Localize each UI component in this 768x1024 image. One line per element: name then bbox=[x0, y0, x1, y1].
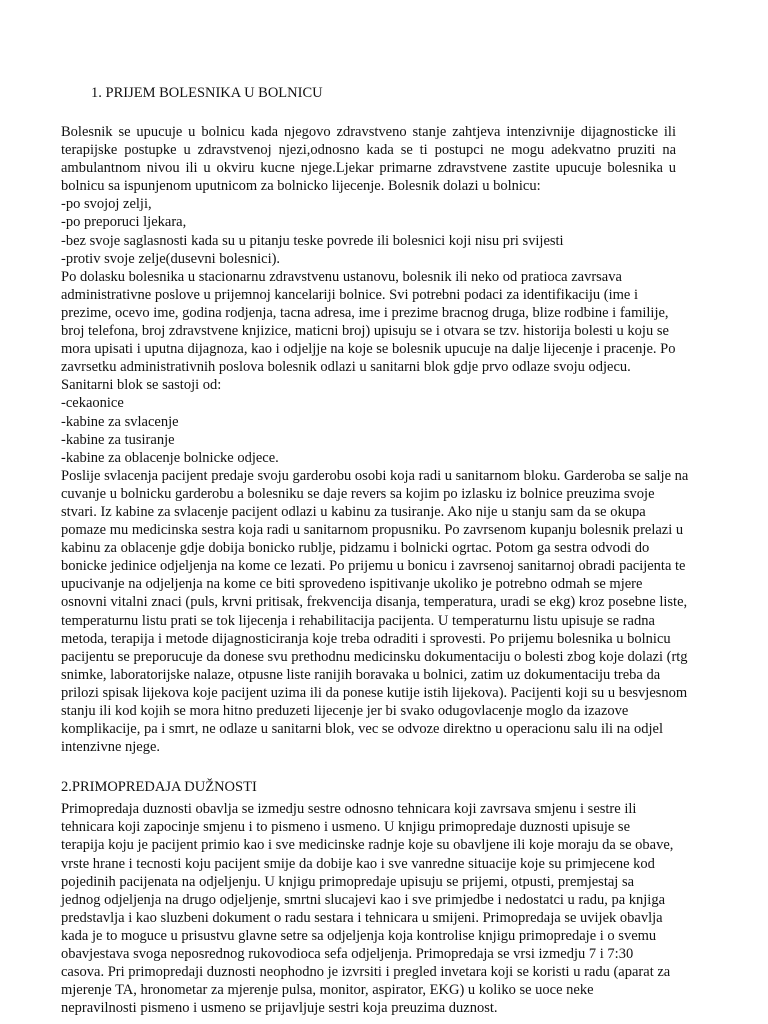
text-line: Po dolasku bolesnika u stacionarnu zdravstvenu ustanovu, bolesnik ili neko od pratioca zavrsava bbox=[61, 268, 622, 285]
list-item: -po svojoj zelji, bbox=[61, 196, 152, 213]
text-line: stanju ili kod kojih se mora hitno preduzeti lijecenje jer bi svako odugovlacenje moglo da izazove bbox=[61, 703, 629, 719]
text-line: predstavlja i kao sluzbeni dokument o radu sestara i tehnicara u smijeni. Primopredaja se uvijek obavlja bbox=[61, 909, 663, 926]
text-line: upucivanje na odjeljenja na kome ce biti sprovedeno ispitivanje ukoliko je potrebno odmah se mjere bbox=[61, 576, 643, 593]
text-line: obavjestava svoga neposrednog rukovodioca sefa odjeljenja. Primopredaja se vrsi izmedju 7 i 7:30 bbox=[61, 946, 634, 963]
sanitary-procedure-paragraph bbox=[61, 467, 689, 757]
section-1-heading: 1. PRIJEM BOLESNIKA U BOLNICU bbox=[91, 85, 323, 101]
admission-procedure-paragraph bbox=[61, 268, 676, 395]
list-item: -protiv svoje zelje(dusevni bolesnici). bbox=[61, 250, 281, 267]
text-line: Poslije svlacenja pacijent predaje svoju garderobu osobi koja radi u sanitarnom bloku. Garderoba se salje na bbox=[61, 467, 689, 484]
text-line: intenzivne njege. bbox=[61, 739, 161, 756]
text-line: kada je to moguce u prisustvu glavne setre sa odjeljenja koja kontrolise knjigu primopredaje i o svemu bbox=[61, 927, 657, 944]
text-line: cuvanje u bolnicku garderobu a bolesniku se daje revers sa kojim po izlasku iz bolnice preuzima svoje bbox=[61, 485, 655, 502]
text-line: pomaze mu medicinska sestra koja radi u sanitarnom propusniku. Po zavrsenom kupanju bolesnik prelazi u bbox=[61, 522, 684, 539]
text-line: administrativne poslove u prijemnoj kancelariji bolnice. Svi potrebni podaci za identifikaciju (ime i bbox=[61, 286, 639, 303]
list-item: -kabine za svlacenje bbox=[61, 413, 179, 430]
list-item: -po preporuci ljekara, bbox=[61, 214, 187, 231]
text-line: zavrsetku administrativnih poslova bolesnik odlazi u sanitarni blok gdje prvo odlaze svoju odjecu. bbox=[61, 359, 631, 376]
text-line: tehnicara koji zapocinje smjenu i to pismeno i usmeno. U knjigu primopredaje duznosti upisuje se bbox=[61, 819, 631, 836]
text-line: bonicke jedinice odjeljenja na kome ce lezati. Po prijemu u bonicu i zavrsenoj sanitarnoj obradi pacijenta te bbox=[61, 558, 686, 575]
text-line: Sanitarni blok se sastoji od: bbox=[61, 377, 222, 394]
text-line: terapija koju je pacijent primio kao i sve medicinske radnje koje su obavljene ili koje moraju da se obave, bbox=[61, 837, 674, 854]
text-line: casova. Pri primopredaji duznosti neophodno je izvrsiti i pregled invetara koji se koristi u radu (aparat za bbox=[61, 964, 671, 981]
text-line: nepravilnosti pismeno i usmeno se prijavljuje sestri koja preuzima duznost. bbox=[61, 1000, 498, 1017]
text-line: kabinu za oblacenje gdje dobija bonicko rublje, pidzamu i bolnicki ogrtac. Potom ga sestra odvodi do bbox=[61, 540, 650, 557]
text-line: mjerenje TA, hronometar za mjerenje pulsa, monitor, aspirator, EKG) u koliko se uoce neke bbox=[61, 982, 594, 999]
list-item: -bez svoje saglasnosti kada su u pitanju teske povrede ili bolesnici koji nisu pri svijesti bbox=[61, 232, 564, 249]
text-line: komplikacije, pa i smrt, ne odlaze u sanitarni blok, vec se odvoze direktno u operacionu salu ili na odjel bbox=[61, 721, 663, 738]
text-line: metoda, terapija i metode dijagnosticiranja koje treba odraditi i sprovesti. Po prijemu bolesnika u bolnicu bbox=[61, 630, 671, 647]
list-item: -kabine za oblacenje bolnicke odjece. bbox=[61, 449, 279, 466]
list-item: -kabine za tusiranje bbox=[61, 431, 175, 448]
section-2-heading: 2.PRIMOPREDAJA DUŽNOSTI bbox=[61, 779, 257, 796]
text-line: prilozi spisak lijekova koje pacijent uzima ili da ponese kutije istih lijekova). Pacijenti koji su u besvjesnom bbox=[61, 684, 688, 701]
text-line: jednog odjeljenja na drugo odjeljenje, smrtni slucajevi kao i sve primjedbe i nedostatci u radu, pa knjiga bbox=[61, 891, 666, 908]
text-line: prezime, ocevo ime, godina rodjenja, tacna adresa, ime i prezime bracnog druga, blize rodbine i familije, bbox=[61, 304, 669, 321]
sanitary-block-list bbox=[61, 394, 676, 466]
list-item: -cekaonice bbox=[61, 395, 124, 412]
text-line: osnovni vitalni znaci (puls, krvni pritisak, frekvencija disanja, temperatura, uradi se ekg) kroz posebne liste, bbox=[61, 594, 688, 611]
text-line: vrste hrane i tecnosti koju pacijent smije da dobije kao i sve vanredne situacije koje su primjecene kod bbox=[61, 855, 655, 872]
handover-paragraph bbox=[61, 800, 676, 1017]
text-line: stvari. Iz kabine za svlacenje pacijent odlazi u kabinu za tusiranje. Ako nije u stanju sam da se okupa bbox=[61, 503, 646, 520]
admission-reasons-list bbox=[61, 195, 676, 267]
text-line: pacijentu se preporucuje da donese svu prethodnu medicinsku dokumentaciju o bolesti zbog koje dolazi (rtg bbox=[61, 648, 688, 665]
text-line: mora upisati i uputna dijagnoza, kao i odjeljje na koje se bolesnik upucuje na dalje lijecenje i pracenje. Po bbox=[61, 341, 676, 358]
text-line: temperaturnu listu prati se tok lijecenja i rehabilitacija pacijenta. U temperaturnu listu upisuje se radna bbox=[61, 612, 655, 629]
section-1-intro-paragraph: Bolesnik se upucuje u bolnicu kada njegovo zdravstveno stanje zahtjeva intenzivnije dijagnosticke ili terapijske postupke u zdravstvenoj njezi,odnosno kada se ti postupci ne mogu adekvatno pruziti na ambulantnom nivou ili u okviru kucne njege.Ljekar primarne zdravstvene zastite upucuje bolesnika u bolnicu sa ispunjenom uputnicom za bolnicko lijecenje. Bolesnik dolazi u bolnicu: bbox=[61, 124, 676, 195]
text-line: Primopredaja duznosti obavlja se izmedju sestre odnosno tehnicara koji zavrsava smjenu i sestre ili bbox=[61, 801, 637, 818]
text-line: broj telefona, broj zdravstvene knjizice, maticni broj) upisuju se i otvara se tzv. historija bolesti u koju se bbox=[61, 323, 669, 340]
text-line: pojedinih pacijenata na odjeljenju. U knjigu primopredaje upisuju se prijemi, otpusti, premjestaj sa bbox=[61, 873, 635, 890]
text-line: snimke, laboratorijske nalaze, otpusne liste ranijih boravaka u bolnici, zatim uz dokumentaciju treba da bbox=[61, 666, 661, 683]
